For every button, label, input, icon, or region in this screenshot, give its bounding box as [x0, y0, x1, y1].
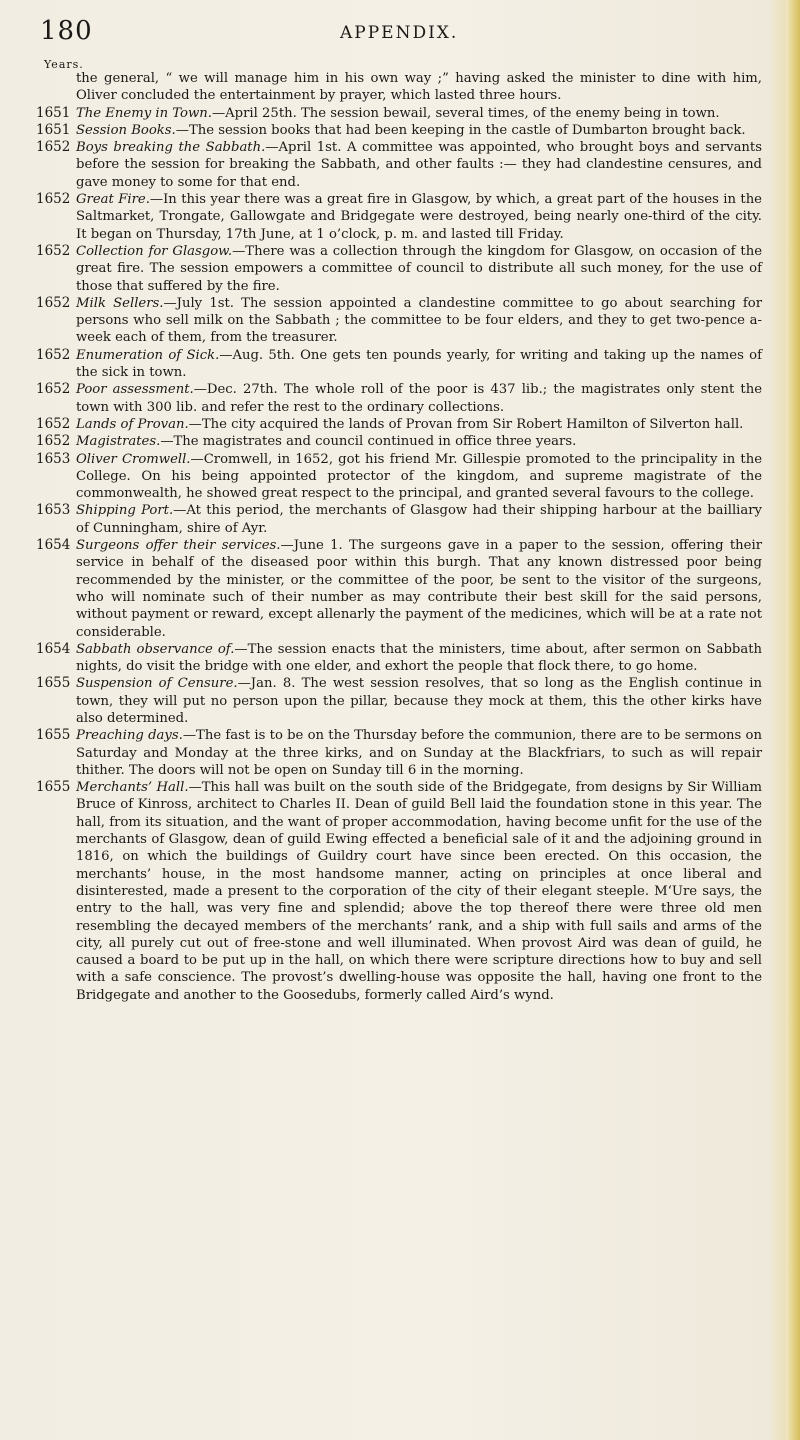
- entry-title: The Enemy in Town.: [76, 105, 212, 121]
- page-edge: [786, 0, 800, 1440]
- entry-title: Surgeons offer their services.: [76, 538, 281, 554]
- entry-year: 1651: [36, 104, 71, 121]
- entry-text: —Dec. 27th. The whole roll of the poor is 437 lib.; the magistrates only stent the town with 300 lib. and refer the rest to the ordinary collections.: [76, 382, 763, 415]
- entry-year: 1652: [36, 294, 71, 311]
- entry-text: —April 1st. A committee was appointed, who brought boys and servants before the session for breaking the Sabbath, and other faults :— they had clandestine censures, and gave money to some for that end.: [76, 140, 762, 190]
- entry-text: —The session enacts that the ministers, time about, after sermon on Sabbath nights, do visit the bridge with one elder, and exhort the people that flock there, to go home.: [76, 641, 762, 675]
- entry-year: 1655: [36, 727, 71, 744]
- annal-entry: [36, 675, 762, 727]
- annal-entry: [36, 416, 762, 433]
- page-number: 180: [40, 16, 93, 46]
- entry-title: Milk Sellers.: [76, 295, 164, 311]
- entry-title: Preaching days.: [76, 728, 183, 744]
- page-header: [40, 16, 740, 56]
- annal-entry: [36, 537, 762, 641]
- entry-year: 1654: [36, 640, 71, 657]
- entry-year: 1652: [36, 415, 71, 432]
- entry-text: —June 1. The surgeons gave in a paper to the session, offering their service in behalf of the diseased poor within this burgh. That any known distressed poor being recommended by the minister, or the committee of the poor, be sent to the visitor of the surgeons, who will nominate such of their number as may contribute their best skill for the said persons, without payment or reward, except allenarly the payment of the medicines, which will be at a rate not considerable.: [76, 538, 763, 640]
- entry-text: —Aug. 5th. One gets ten pounds yearly, for writing and taking up the names of the sick in town.: [76, 347, 762, 381]
- annal-entry: [36, 641, 762, 676]
- annal-entry: [36, 70, 762, 105]
- annal-entry: [36, 779, 762, 1004]
- entry-text: —This hall was built on the south side of the Bridgegate, from designs by Sir William Bruce of Kinross, architect to Charles II. Dean of guild Bell laid the foundation stone in this year. The hall, from its situation, and the want of proper accommodation, having become unfit for the use of the merchants of Glasgow, dean of guild Ewing effected a beneficial sale of it and the adjoining ground in 1816, on which the buildings of Guildry court have since been erected. On this occasion, the merchants’ house, in the most handsome manner, acting on principles at once liberal and disinterested, made a present to the corporation of the city of their elegant steeple. M‘Ure says, the entry to the hall, was very fine and splendid; above the top thereof there were three old men resembling the decayed members of the merchants’ rank, and a ship with full sails and arms of the city, all purely cut out of free-stone and well illuminated. When provost Aird was dean of guild, he caused a board to be put up in the hall, on which there were scripture directions how to buy and sell with a safe conscience. The provost’s dwelling-house was opposite the hall, having one front to the Bridgegate and another to the Goosedubs, formerly called Aird’s wynd.: [76, 780, 762, 1003]
- annal-entry: [36, 191, 762, 243]
- annal-entry: [36, 727, 762, 779]
- entry-title: Poor assessment.: [76, 382, 194, 398]
- entry-year: 1653: [36, 502, 71, 519]
- entry-year: 1652: [36, 346, 71, 363]
- entry-title: Session Books.: [76, 122, 176, 138]
- entry-text: —Cromwell, in 1652, got his friend Mr. Gillespie promoted to the principality in the College. On his being appointed protector of the kingdom, and supreme magistrate of the commonwealth, he showed great respect to the principal, and granted several favours to the college.: [76, 451, 762, 502]
- entry-title: Great Fire.: [76, 192, 150, 208]
- entry-year: 1652: [36, 191, 71, 208]
- entry-text: —In this year there was a great fire in Glasgow, by which, a great part of the houses in the Saltmarket, Trongate, Gallowgate and Bridgegate were destroyed, being nearly one-third of the city. It began on Thursday, 17th June, at 1 o’clock, p. m. and lasted till Friday.: [76, 192, 762, 242]
- annal-entry: [36, 381, 762, 416]
- entry-title: Lands of Provan.: [76, 416, 189, 432]
- entry-title: Suspension of Censure.: [76, 676, 238, 692]
- entry-title: Collection for Glasgow.: [76, 243, 233, 259]
- entry-year: 1654: [36, 537, 71, 554]
- entry-year: 1652: [36, 139, 71, 156]
- annal-entry: [36, 105, 762, 122]
- entry-title: Enumeration of Sick.: [76, 347, 220, 363]
- entry-year: 1655: [36, 675, 71, 692]
- annal-entry: [36, 122, 762, 139]
- entry-title: Sabbath observance of.: [76, 641, 235, 657]
- annal-entry: [36, 295, 762, 347]
- years-column-label: Years.: [44, 58, 84, 71]
- entry-title: Merchants’ Hall.: [76, 780, 189, 796]
- entry-title: Oliver Cromwell.: [76, 451, 191, 467]
- entry-title: Shipping Port.: [76, 503, 174, 519]
- entry-year: 1651: [36, 121, 71, 138]
- entry-text: —The magistrates and council continued in office three years.: [160, 434, 577, 450]
- entry-text: —The session books that had been keeping in the castle of Dumbarton brought back.: [175, 122, 746, 138]
- entry-year: 1655: [36, 779, 71, 796]
- entry-text: —July 1st. The session appointed a clandestine committee to go about searching for persons who sell milk on the Sabbath ; the committee to be four elders, and they to get two-pence a-week each of them, from the treasurer.: [76, 295, 762, 346]
- annals-text: [36, 70, 762, 1004]
- entry-text: —The fast is to be on the Thursday before the communion, there are to be sermons on Saturday and Monday at the three kirks, and on Sunday at the Blackfriars, to such as will repair thither. The doors will not be open on Sunday till 6 in the morning.: [76, 728, 762, 778]
- running-head: APPENDIX.: [340, 23, 459, 43]
- annal-entry: [36, 433, 762, 450]
- entry-text: —At this period, the merchants of Glasgow had their shipping harbour at the bailliary of Cunningham, shire of Ayr.: [76, 503, 763, 536]
- entry-year: 1652: [36, 242, 71, 259]
- entry-year: 1652: [36, 381, 71, 398]
- annal-entry: [36, 139, 762, 191]
- annal-entry: [36, 243, 762, 295]
- entry-title: Boys breaking the Sabbath.: [76, 140, 266, 156]
- entry-text: —There was a collection through the kingdom for Glasgow, on occasion of the great fire. The session empowers a committee of council to distribute all such money, for the use of those that suffered by the fire.: [76, 243, 762, 294]
- entry-text: —The city acquired the lands of Provan from Sir Robert Hamilton of Silverton hall.: [188, 416, 744, 432]
- entry-text: the general, “ we will manage him in his own way ;” having asked the minister to dine with him, Oliver concluded the entertainment by prayer, which lasted three hours.: [76, 71, 762, 104]
- entry-text: —April 25th. The session bewail, several times, of the enemy being in town.: [211, 105, 720, 121]
- entry-year: 1653: [36, 450, 71, 467]
- entry-title: Magistrates.: [76, 434, 161, 450]
- entry-text: —Jan. 8. The west session resolves, that so long as the English continue in town, they will put no person upon the pillar, because they mock at them, this the other kirks have also determined.: [76, 676, 763, 726]
- entry-year: 1652: [36, 433, 71, 450]
- annal-entry: [36, 451, 762, 503]
- annal-entry: [36, 347, 762, 382]
- annal-entry: [36, 502, 762, 537]
